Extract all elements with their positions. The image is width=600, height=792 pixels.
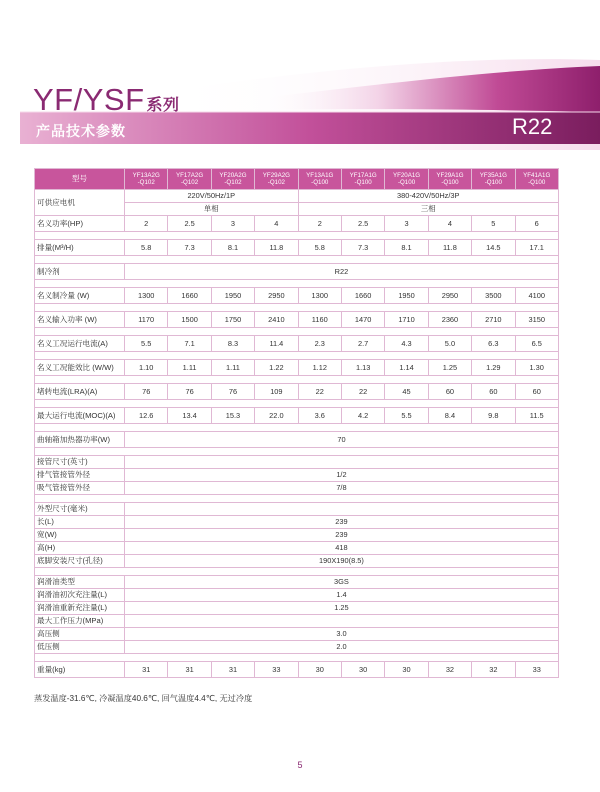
- table-row: [35, 408, 559, 424]
- empty-cell: [125, 615, 559, 628]
- value-cell: 14.5: [472, 240, 515, 256]
- row-label: 宽(W): [35, 529, 125, 542]
- value-cell: 1.10: [125, 360, 168, 376]
- row-label: 最大工作压力(MPa): [35, 615, 125, 628]
- table-row: [35, 641, 559, 654]
- model-cell: YF13A2G -Q102: [125, 169, 168, 190]
- value-cell: 76: [211, 384, 254, 400]
- value-cell: 31: [125, 662, 168, 678]
- empty-cell: [125, 503, 559, 516]
- value-cell: 1750: [211, 312, 254, 328]
- value-cell: 8.4: [428, 408, 471, 424]
- length-value: 239: [125, 516, 559, 529]
- low-side-value: 2.0: [125, 641, 559, 654]
- table-row: [35, 482, 559, 495]
- value-cell: 109: [255, 384, 298, 400]
- row-label: 堵转电流(LRA)(A): [35, 384, 125, 400]
- value-cell: 32: [428, 662, 471, 678]
- value-cell: 22: [341, 384, 384, 400]
- row-label: 名义工况能效比 (W/W): [35, 360, 125, 376]
- oil-refill-value: 1.25: [125, 602, 559, 615]
- value-cell: 3: [211, 216, 254, 232]
- table-row: [35, 469, 559, 482]
- value-cell: 3: [385, 216, 428, 232]
- model-cell: YF17A1G -Q100: [341, 169, 384, 190]
- row-label: 吸气管接管外径: [35, 482, 125, 495]
- value-cell: 32: [472, 662, 515, 678]
- value-cell: 2360: [428, 312, 471, 328]
- row-spacer: [35, 654, 559, 662]
- table-row: [35, 360, 559, 376]
- value-cell: 11.8: [255, 240, 298, 256]
- test-conditions-note: 蒸发温度-31.6℃, 冷凝温度40.6℃, 回气温度4.4℃, 无过冷度: [34, 694, 253, 703]
- phase-three: 三相: [298, 203, 558, 216]
- row-spacer: [35, 400, 559, 408]
- value-cell: 22: [298, 384, 341, 400]
- value-cell: 8.1: [385, 240, 428, 256]
- value-cell: 1.25: [428, 360, 471, 376]
- value-cell: 4.3: [385, 336, 428, 352]
- row-spacer: [35, 256, 559, 264]
- oil-type-value: 3GS: [125, 576, 559, 589]
- value-cell: 5.5: [385, 408, 428, 424]
- empty-cell: [125, 456, 559, 469]
- value-cell: 5.8: [125, 240, 168, 256]
- value-cell: 4.2: [341, 408, 384, 424]
- model-cell: YF20A2G -Q102: [211, 169, 254, 190]
- value-cell: 11.8: [428, 240, 471, 256]
- value-cell: 6: [515, 216, 558, 232]
- value-cell: 2.5: [168, 216, 211, 232]
- suction-value: 7/8: [125, 482, 559, 495]
- power-three: 380-420V/50Hz/3P: [298, 190, 558, 203]
- value-cell: 6.5: [515, 336, 558, 352]
- value-cell: 31: [168, 662, 211, 678]
- heater-value: 70: [125, 432, 559, 448]
- row-spacer: [35, 232, 559, 240]
- value-cell: 2.5: [341, 216, 384, 232]
- table-row: [35, 542, 559, 555]
- row-label: 可供应电机: [35, 190, 125, 216]
- value-cell: 1.14: [385, 360, 428, 376]
- value-cell: 1170: [125, 312, 168, 328]
- table-row: [35, 384, 559, 400]
- row-spacer: [35, 304, 559, 312]
- value-cell: 1950: [211, 288, 254, 304]
- value-cell: 5.0: [428, 336, 471, 352]
- table-row: [35, 240, 559, 256]
- row-label: 名义工况运行电流(A): [35, 336, 125, 352]
- value-cell: 3500: [472, 288, 515, 304]
- row-spacer: [35, 568, 559, 576]
- value-cell: 76: [168, 384, 211, 400]
- value-cell: 1950: [385, 288, 428, 304]
- row-label: 底脚安装尺寸(孔径): [35, 555, 125, 568]
- table-row: [35, 662, 559, 678]
- page-subtitle: 产品技术参数: [36, 124, 126, 140]
- row-label: 润滑油初次充注量(L): [35, 589, 125, 602]
- model-cell: YF13A1G -Q100: [298, 169, 341, 190]
- mount-value: 190X190(8.5): [125, 555, 559, 568]
- model-cell: YF35A1G -Q100: [472, 169, 515, 190]
- table-row: [35, 529, 559, 542]
- value-cell: 2.3: [298, 336, 341, 352]
- series-name: YF/YSF: [33, 82, 145, 117]
- row-label: 接管尺寸(英寸): [35, 456, 125, 469]
- value-cell: 1160: [298, 312, 341, 328]
- table-row: [35, 288, 559, 304]
- value-cell: 1.11: [211, 360, 254, 376]
- value-cell: 3150: [515, 312, 558, 328]
- value-cell: 11.4: [255, 336, 298, 352]
- oil-initial-value: 1.4: [125, 589, 559, 602]
- value-cell: 30: [385, 662, 428, 678]
- value-cell: 15.3: [211, 408, 254, 424]
- table-row: [35, 628, 559, 641]
- value-cell: 7.1: [168, 336, 211, 352]
- model-cell: YF17A2G -Q102: [168, 169, 211, 190]
- model-label: 型号: [35, 169, 125, 190]
- table-row: [35, 503, 559, 516]
- value-cell: 4: [255, 216, 298, 232]
- table-row: [35, 190, 559, 203]
- value-cell: 1.12: [298, 360, 341, 376]
- row-label: 高(H): [35, 542, 125, 555]
- value-cell: 11.5: [515, 408, 558, 424]
- value-cell: 3.6: [298, 408, 341, 424]
- row-label: 制冷剂: [35, 264, 125, 280]
- value-cell: 2710: [472, 312, 515, 328]
- row-label: 润滑油类型: [35, 576, 125, 589]
- value-cell: 1300: [125, 288, 168, 304]
- value-cell: 2: [125, 216, 168, 232]
- value-cell: 30: [298, 662, 341, 678]
- value-cell: 13.4: [168, 408, 211, 424]
- value-cell: 1.11: [168, 360, 211, 376]
- row-label: 外型尺寸(毫米): [35, 503, 125, 516]
- table-row: [35, 432, 559, 448]
- table-row: [35, 216, 559, 232]
- value-cell: 2.7: [341, 336, 384, 352]
- row-spacer: [35, 495, 559, 503]
- row-label: 低压侧: [35, 641, 125, 654]
- row-label: 曲轴箱加热器功率(W): [35, 432, 125, 448]
- width-value: 239: [125, 529, 559, 542]
- series-suffix: 系列: [146, 97, 180, 114]
- value-cell: 8.3: [211, 336, 254, 352]
- table-row: [35, 602, 559, 615]
- model-header-row: [35, 169, 559, 190]
- row-label: 名义制冷量 (W): [35, 288, 125, 304]
- row-label: 名义功率(HP): [35, 216, 125, 232]
- table-row: [35, 615, 559, 628]
- high-side-value: 3.0: [125, 628, 559, 641]
- table-row: [35, 336, 559, 352]
- row-label: 最大运行电流(MOC)(A): [35, 408, 125, 424]
- row-spacer: [35, 352, 559, 360]
- row-label: 排气管接管外径: [35, 469, 125, 482]
- row-label: 重量(kg): [35, 662, 125, 678]
- row-spacer: [35, 424, 559, 432]
- table-row: [35, 264, 559, 280]
- value-cell: 5: [472, 216, 515, 232]
- table-row: [35, 312, 559, 328]
- phase-single: 单相: [125, 203, 299, 216]
- value-cell: 4100: [515, 288, 558, 304]
- table-row: [35, 555, 559, 568]
- model-cell: YF29A2G -Q102: [255, 169, 298, 190]
- value-cell: 9.8: [472, 408, 515, 424]
- value-cell: 7.3: [168, 240, 211, 256]
- value-cell: 30: [341, 662, 384, 678]
- refrigerant-value: R22: [125, 264, 559, 280]
- value-cell: 1.29: [472, 360, 515, 376]
- value-cell: 22.0: [255, 408, 298, 424]
- value-cell: 17.1: [515, 240, 558, 256]
- value-cell: 5.8: [298, 240, 341, 256]
- value-cell: 1470: [341, 312, 384, 328]
- row-spacer: [35, 280, 559, 288]
- value-cell: 8.1: [211, 240, 254, 256]
- refrigerant-tag: R22: [512, 114, 553, 139]
- value-cell: 2: [298, 216, 341, 232]
- discharge-value: 1/2: [125, 469, 559, 482]
- series-title: [33, 82, 180, 118]
- table-row: [35, 576, 559, 589]
- row-spacer: [35, 376, 559, 384]
- value-cell: 2410: [255, 312, 298, 328]
- value-cell: 5.5: [125, 336, 168, 352]
- value-cell: 1500: [168, 312, 211, 328]
- height-value: 418: [125, 542, 559, 555]
- value-cell: 12.6: [125, 408, 168, 424]
- value-cell: 1.30: [515, 360, 558, 376]
- value-cell: 2950: [255, 288, 298, 304]
- row-spacer: [35, 448, 559, 456]
- table-row: [35, 456, 559, 469]
- value-cell: 60: [472, 384, 515, 400]
- value-cell: 7.3: [341, 240, 384, 256]
- value-cell: 1660: [168, 288, 211, 304]
- value-cell: 2950: [428, 288, 471, 304]
- row-label: 名义输入功率 (W): [35, 312, 125, 328]
- row-label: 润滑油重新充注量(L): [35, 602, 125, 615]
- power-single: 220V/50Hz/1P: [125, 190, 299, 203]
- value-cell: 60: [428, 384, 471, 400]
- row-label: 长(L): [35, 516, 125, 529]
- page-number: 5: [297, 760, 303, 770]
- value-cell: 60: [515, 384, 558, 400]
- value-cell: 1.22: [255, 360, 298, 376]
- row-label: 高压侧: [35, 628, 125, 641]
- value-cell: 6.3: [472, 336, 515, 352]
- value-cell: 76: [125, 384, 168, 400]
- spec-table: [34, 168, 559, 678]
- value-cell: 33: [255, 662, 298, 678]
- value-cell: 1300: [298, 288, 341, 304]
- model-cell: YF41A1G -Q100: [515, 169, 558, 190]
- table-row: [35, 516, 559, 529]
- value-cell: 1.13: [341, 360, 384, 376]
- value-cell: 1660: [341, 288, 384, 304]
- row-label: 排量(M³/H): [35, 240, 125, 256]
- model-cell: YF20A1G -Q100: [385, 169, 428, 190]
- table-row: [35, 589, 559, 602]
- value-cell: 4: [428, 216, 471, 232]
- value-cell: 33: [515, 662, 558, 678]
- value-cell: 31: [211, 662, 254, 678]
- model-cell: YF29A1G -Q100: [428, 169, 471, 190]
- value-cell: 45: [385, 384, 428, 400]
- row-spacer: [35, 328, 559, 336]
- value-cell: 1710: [385, 312, 428, 328]
